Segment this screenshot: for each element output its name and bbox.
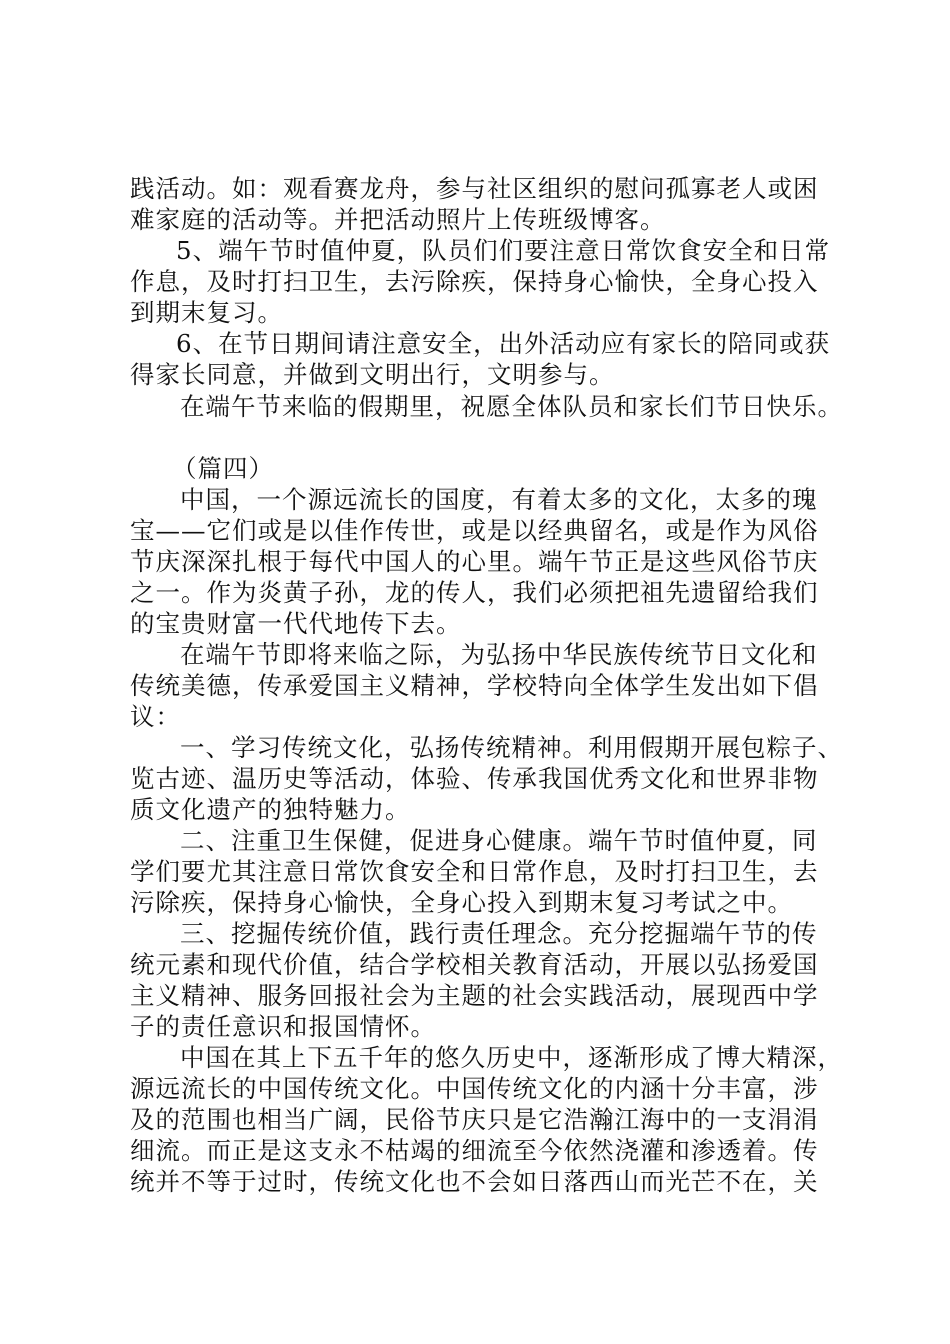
text-line: 到期末复习。	[130, 298, 283, 327]
text-line: 览古迹、温历史等活动，体验、传承我国优秀文化和世界非物	[130, 764, 819, 793]
text-line: 中国，一个源远流长的国度，有着太多的文化，太多的瑰	[180, 485, 818, 514]
text-line: 议：	[130, 702, 181, 731]
text-line: 难家庭的活动等。并把活动照片上传班级博客。	[130, 205, 666, 234]
text-line: 在端午节来临的假期里，祝愿全体队员和家长们节日快乐。	[180, 392, 843, 421]
text-line: 源远流长的中国传统文化。中国传统文化的内涵十分丰富，涉	[130, 1074, 819, 1103]
text-line: 统元素和现代价值，结合学校相关教育活动，开展以弘扬爱国	[130, 950, 819, 979]
text-line: 得家长同意，并做到文明出行，文明参与。	[130, 360, 615, 389]
text-line: 一、学习传统文化，弘扬传统精神。利用假期开展包粽子、	[180, 733, 843, 762]
text-line: 践活动。如：观看赛龙舟，参与社区组织的慰问孤寡老人或困	[130, 174, 819, 203]
text-line: 统并不等于过时，传统文化也不会如日落西山而光芒不在，关	[130, 1167, 819, 1196]
text-line: 宝——它们或是以佳作传世，或是以经典留名，或是作为风俗	[130, 516, 819, 545]
text-line: 节庆深深扎根于每代中国人的心里。端午节正是这些风俗节庆	[130, 547, 819, 576]
text-line: 三、挖掘传统价值，践行责任理念。充分挖掘端午节的传	[180, 919, 818, 948]
text-line: 污除疾，保持身心愉快，全身心投入到期末复习考试之中。	[130, 888, 793, 917]
text-line: 学们要尤其注意日常饮食安全和日常作息，及时打扫卫生，去	[130, 857, 819, 886]
text-line: 6、在节日期间请注意安全，出外活动应有家长的陪同或获	[176, 329, 831, 358]
text-line: 传统美德，传承爱国主义精神，学校特向全体学生发出如下倡	[130, 671, 819, 700]
text-line: 作息，及时打扫卫生，去污除疾，保持身心愉快，全身心投入	[130, 267, 819, 296]
text-line: 质文化遗产的独特魅力。	[130, 795, 411, 824]
text-line: 的宝贵财富一代代地传下去。	[130, 609, 462, 638]
text-line: 子的责任意识和报国情怀。	[130, 1012, 436, 1041]
text-line: 在端午节即将来临之际，为弘扬中华民族传统节日文化和	[180, 640, 818, 669]
text-line: 之一。作为炎黄子孙，龙的传人，我们必须把祖先遗留给我们	[130, 578, 819, 607]
text-line: 5、端午节时值仲夏，队员们们要注意日常饮食安全和日常	[176, 236, 831, 265]
text-line: 中国在其上下五千年的悠久历史中，逐渐形成了博大精深，	[180, 1043, 843, 1072]
text-line: 主义精神、服务回报社会为主题的社会实践活动，展现西中学	[130, 981, 819, 1010]
text-line: 二、注重卫生保健，促进身心健康。端午节时值仲夏，同	[180, 826, 818, 855]
text-line: 及的范围也相当广阔，民俗节庆只是它浩瀚江海中的一支涓涓	[130, 1105, 819, 1134]
section-heading: （篇四）	[172, 454, 274, 483]
text-line: 细流。而正是这支永不枯竭的细流至今依然浇灌和渗透着。传	[130, 1136, 819, 1165]
